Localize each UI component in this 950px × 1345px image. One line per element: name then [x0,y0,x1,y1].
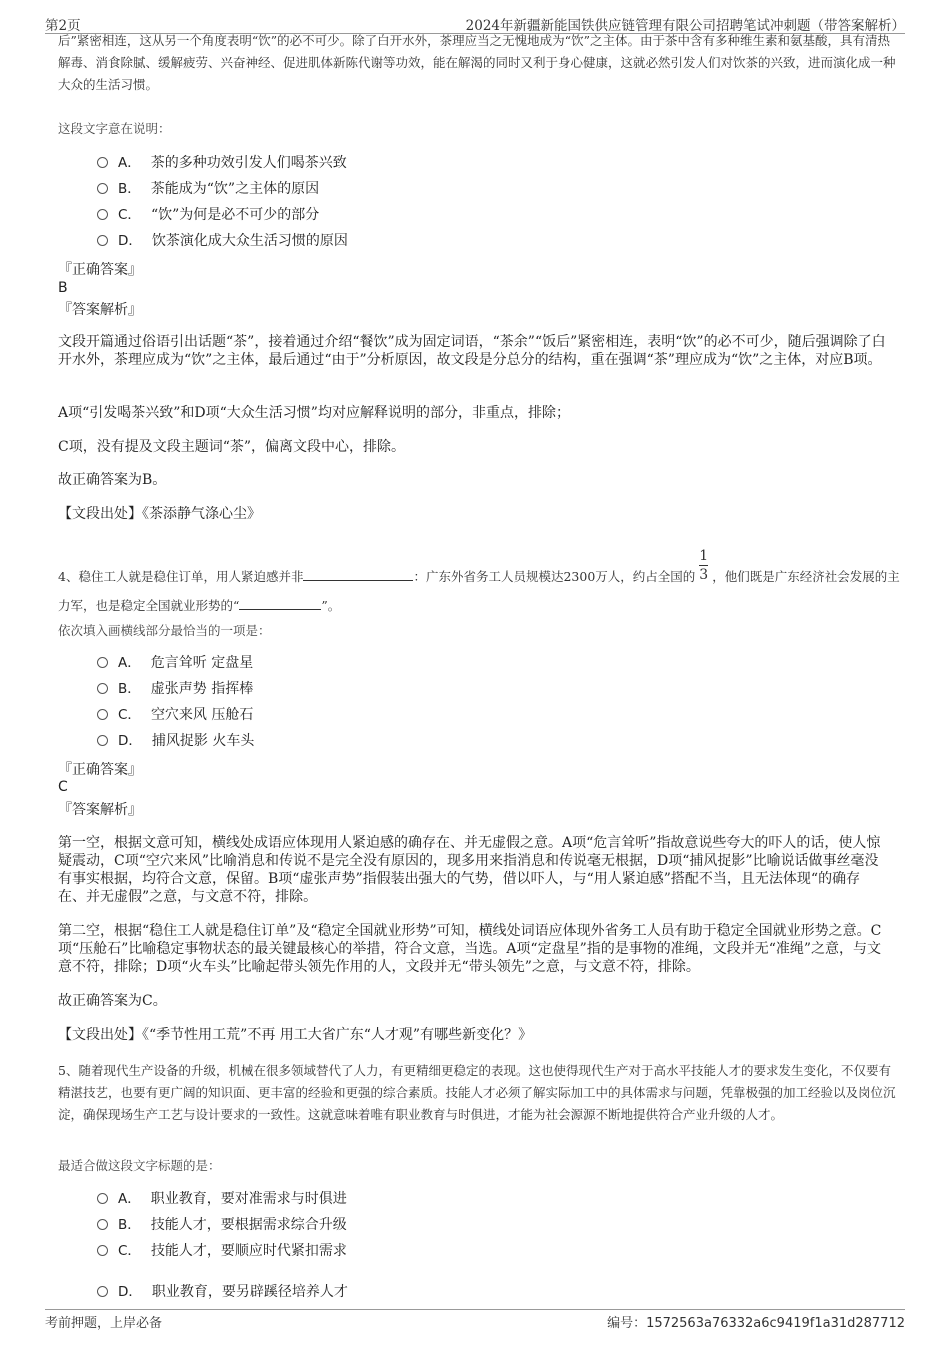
q3-option-c[interactable]: C． “饮”为何是必不可少的部分 [97,204,319,226]
q4-option-c[interactable]: C． 空穴来风 压舱石 [97,704,253,726]
blank-1[interactable] [303,568,413,581]
q4-stem: 4、稳住工人就是稳住订单，用人紧迫感并非 ：广东外省务工人员规模达2300万人，约占全国的 $\frac{1}{3}$ ，他们既是广东经济社会发展的主力军，也是稳定全国就业形势的“ ”。 [58,548,900,613]
q5-option-a[interactable]: A． 职业教育，要对准需求与时俱进 [97,1188,347,1210]
fraction: $\frac{1}{3}$ [699,548,709,583]
q5-prompt: 最适合做这段文字标题的是： [58,1158,221,1173]
q4-option-a[interactable]: A． 危言耸听 定盘星 [97,652,253,674]
q4-prompt: 依次填入画横线部分最恰当的一项是： [58,623,271,638]
document-code: 编号：1572563a76332a6c9419f1a31d287712 [607,1316,905,1331]
radio-icon[interactable] [97,157,108,168]
q4-answer-label: 『正确答案』 [58,762,142,778]
radio-icon[interactable] [97,1193,108,1204]
q3-answer-label: 『正确答案』 [58,262,142,278]
q4-option-d[interactable]: D． 捕风捉影 火车头 [97,730,254,752]
footer-divider [45,1309,905,1310]
q3-analysis-p1: 文段开篇通过俗语引出话题“茶”，接着通过介绍“餐饮”成为固定词语，“茶余”“饭后”紧密相连，表明“饮”的必不可少，随后强调除了白开水外，茶理应成为“饮”之主体，最后通过“由于”分析原因，故文段是分总分的结构，重在强调“茶”理应成为“饮”之主体，对应B项。 [58,334,886,368]
q5-option-d[interactable]: D． 职业教育，要另辟蹊径培养人才 [97,1281,348,1303]
q3-passage: 后”紧密相连，这从另一个角度表明“饮”的必不可少。除了白开水外，茶理应当之无愧地成为“饮”之主体。由于茶中含有多种维生素和氨基酸，具有清热解毒、消食除腻、缓解疲劳、兴奋神经、促进肌体新陈代谢等功效，能在解渴的同时又利于身心健康，这就必然引发人们对饮茶的兴致，进而演化成一种大众的生活习惯。 [58,33,896,92]
q4-source: 【文段出处】《“季节性用工荒”不再 用工大省广东“人才观”有哪些新变化？》 [58,1027,533,1043]
radio-icon[interactable] [97,183,108,194]
radio-icon[interactable] [97,1219,108,1230]
q4-analysis-p2: 第二空，根据“稳住工人就是稳住订单”及“稳定全国就业形势”可知，横线处词语应体现外省务工人员有助于稳定全国就业形势之意。C项“压舱石”比喻稳定事物状态的最关键最核心的举措，符合文意，当选。A项“定盘星”指的是事物的准绳，文段并无“准绳”之意，与文意不符，排除；D项“火车头”比喻起带头领先作用的人，文段并无“带头领先”之意，与文意不符，排除。 [58,923,882,975]
q3-analysis-p2: A项“引发喝茶兴致”和D项“大众生活习惯”均对应解释说明的部分，非重点，排除； [58,405,570,421]
q3-analysis-label: 『答案解析』 [58,302,142,318]
q3-option-d[interactable]: D． 饮茶演化成大众生活习惯的原因 [97,230,348,252]
q3-prompt: 这段文字意在说明： [58,121,171,136]
q5-stem: 5、随着现代生产设备的升级，机械在很多领域替代了人力，有更精细更稳定的表现。这也使得现代生产对于高水平技能人才的要求发生变化，不仅要有精湛技艺，也要有更广阔的知识面、更丰富的经验和更强的综合素质。技能人才必须了解实际加工中的具体需求与问题，凭靠极强的加工经验以及岗位沉淀，确保现场生产工艺与设计要求的一致性。这就意味着唯有职业教育与时俱进，才能为社会源源不断地提供符合产业升级的人才。 [58,1063,896,1122]
radio-icon[interactable] [97,657,108,668]
radio-icon[interactable] [97,709,108,720]
q3-answer: B [58,280,68,296]
radio-icon[interactable] [97,1286,108,1297]
document-title: 2024年新疆新能国铁供应链管理有限公司招聘笔试冲刺题（带答案解析） [465,18,905,34]
radio-icon[interactable] [97,683,108,694]
q3-option-a[interactable]: A． 茶的多种功效引发人们喝茶兴致 [97,152,347,174]
q3-analysis-p3: C项，没有提及文段主题词“茶”，偏离文段中心，排除。 [58,439,406,455]
blank-2[interactable] [239,597,321,610]
q5-option-b[interactable]: B． 技能人才，要根据需求综合升级 [97,1214,347,1236]
q4-option-b[interactable]: B． 虚张声势 指挥棒 [97,678,253,700]
radio-icon[interactable] [97,209,108,220]
radio-icon[interactable] [97,235,108,246]
page-number: 第2页 [45,18,81,34]
q3-source: 【文段出处】《茶添静气涤心尘》 [58,506,261,522]
q4-analysis-p3: 故正确答案为C。 [58,993,167,1009]
q4-answer: C [58,779,68,795]
q4-analysis-p1: 第一空，根据文意可知，横线处成语应体现用人紧迫感的确存在、并无虚假之意。A项“危言耸听”指故意说些夸大的吓人的话，使人惊疑震动，C项“空穴来风”比喻消息和传说不是完全没有原因的，现多用来指消息和传说毫无根据，D项“捕风捉影”比喻说话做事丝毫没有事实根据，均符合文意，保留。B项“虚张声势”指假装出强大的气势，借以吓人，与“用人紧迫感”搭配不当，且无法体现“的确存在、并无虚假”之意，与文意不符，排除。 [58,835,881,905]
q3-analysis-p4: 故正确答案为B。 [58,472,167,488]
q4-analysis-label: 『答案解析』 [58,802,142,818]
radio-icon[interactable] [97,1245,108,1256]
radio-icon[interactable] [97,735,108,746]
q3-option-b[interactable]: B． 茶能成为“饮”之主体的原因 [97,178,319,200]
q5-option-c[interactable]: C． 技能人才，要顺应时代紧扣需求 [97,1240,347,1262]
footer-slogan: 考前押题，上岸必备 [45,1316,163,1331]
